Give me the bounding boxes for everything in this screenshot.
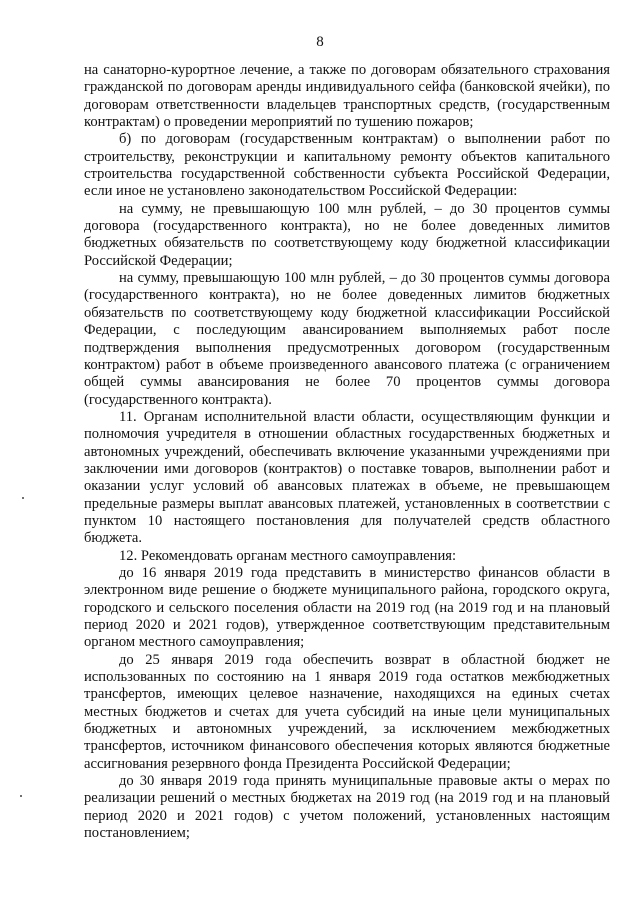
page-number: 8 bbox=[316, 34, 324, 50]
scan-speck bbox=[22, 497, 24, 499]
scan-speck bbox=[20, 795, 22, 797]
paragraph: 12. Рекомендовать органам местного самоуправления: bbox=[119, 547, 457, 564]
paragraph: б) по договорам (государственным контрактам) о выполнении работ по строительству, реконструкции и капитальному ремонту объектов капитального строительства государственной собственности субъекта Российской Федерации, если иное не установлено законодательством Российской Федерации: bbox=[84, 131, 610, 200]
paragraph: на сумму, превышающую 100 млн рублей, – до 30 процентов суммы договора (государственного контракта), но не более доведенных лимитов бюджетных обязательств по соответствующему коду бюджетной классификации Российской Федерации, с последующим авансированием выполняемых работ после подтверждения выполнения предусмотренных договором (государственным контрактом) работ в объеме произведенного авансового платежа (с ограничением общей суммы авансирования не более 70 процентов суммы договора (государственного контракта). bbox=[84, 270, 610, 408]
paragraph: 11. Органам исполнительной власти области, осуществляющим функции и полномочия учредителя в отношении областных государственных бюджетных и автономных учреждений, обеспечивать включение указанными учреждениями при заключении ими договоров (контрактов) о поставке товаров, выполнении работ и оказании услуг условий об авансовых платежах в объеме, не превышающем предельные размеры выплат авансовых платежей, установленных в соответствии с пунктом 10 настоящего постановления для получателей средств областного бюджета. bbox=[84, 408, 610, 547]
paragraph: до 30 января 2019 года принять муниципальные правовые акты о мерах по реализации решений о местных бюджетах на 2019 год (на 2019 год и на плановый период 2020 и 2021 годов) с учетом положений, установленных настоящим постановлением; bbox=[84, 773, 610, 842]
paragraph: на санаторно-курортное лечение, а также по договорам обязательного страхования гражданской по договорам аренды индивидуального сейфа (банковской ячейки), по договорам ответственности владельцев транспортных средств, (государственным контрактам) о проведении мероприятий по тушению пожаров; bbox=[84, 62, 610, 131]
paragraph: до 25 января 2019 года обеспечить возврат в областной бюджет не использованных по состоянию на 1 января 2019 года остатков межбюджетных трансфертов, имеющих целевое назначение, находящихся на единых счетах местных бюджетов и счетах для учета субсидий на иные цели муниципальных бюджетных и автономных учреждений, за исключением межбюджетных трансфертов, источником финансового обеспечения которых являются бюджетные ассигнования резервного фонда Президента Российской Федерации; bbox=[84, 651, 610, 772]
document-body bbox=[84, 62, 610, 842]
paragraph: до 16 января 2019 года представить в министерство финансов области в электронном виде решение о бюджете муниципального района, городского округа, городского и сельского поселения области на 2019 год (на 2019 год и на плановый период 2020 и 2021 годов), утвержденное соответствующим представительным органом местного самоуправления; bbox=[84, 564, 610, 651]
paragraph: на сумму, не превышающую 100 млн рублей, – до 30 процентов суммы договора (государственного контракта), но не более доведенных лимитов бюджетных обязательств по соответствующему коду бюджетной классификации Российской Федерации; bbox=[84, 200, 610, 269]
